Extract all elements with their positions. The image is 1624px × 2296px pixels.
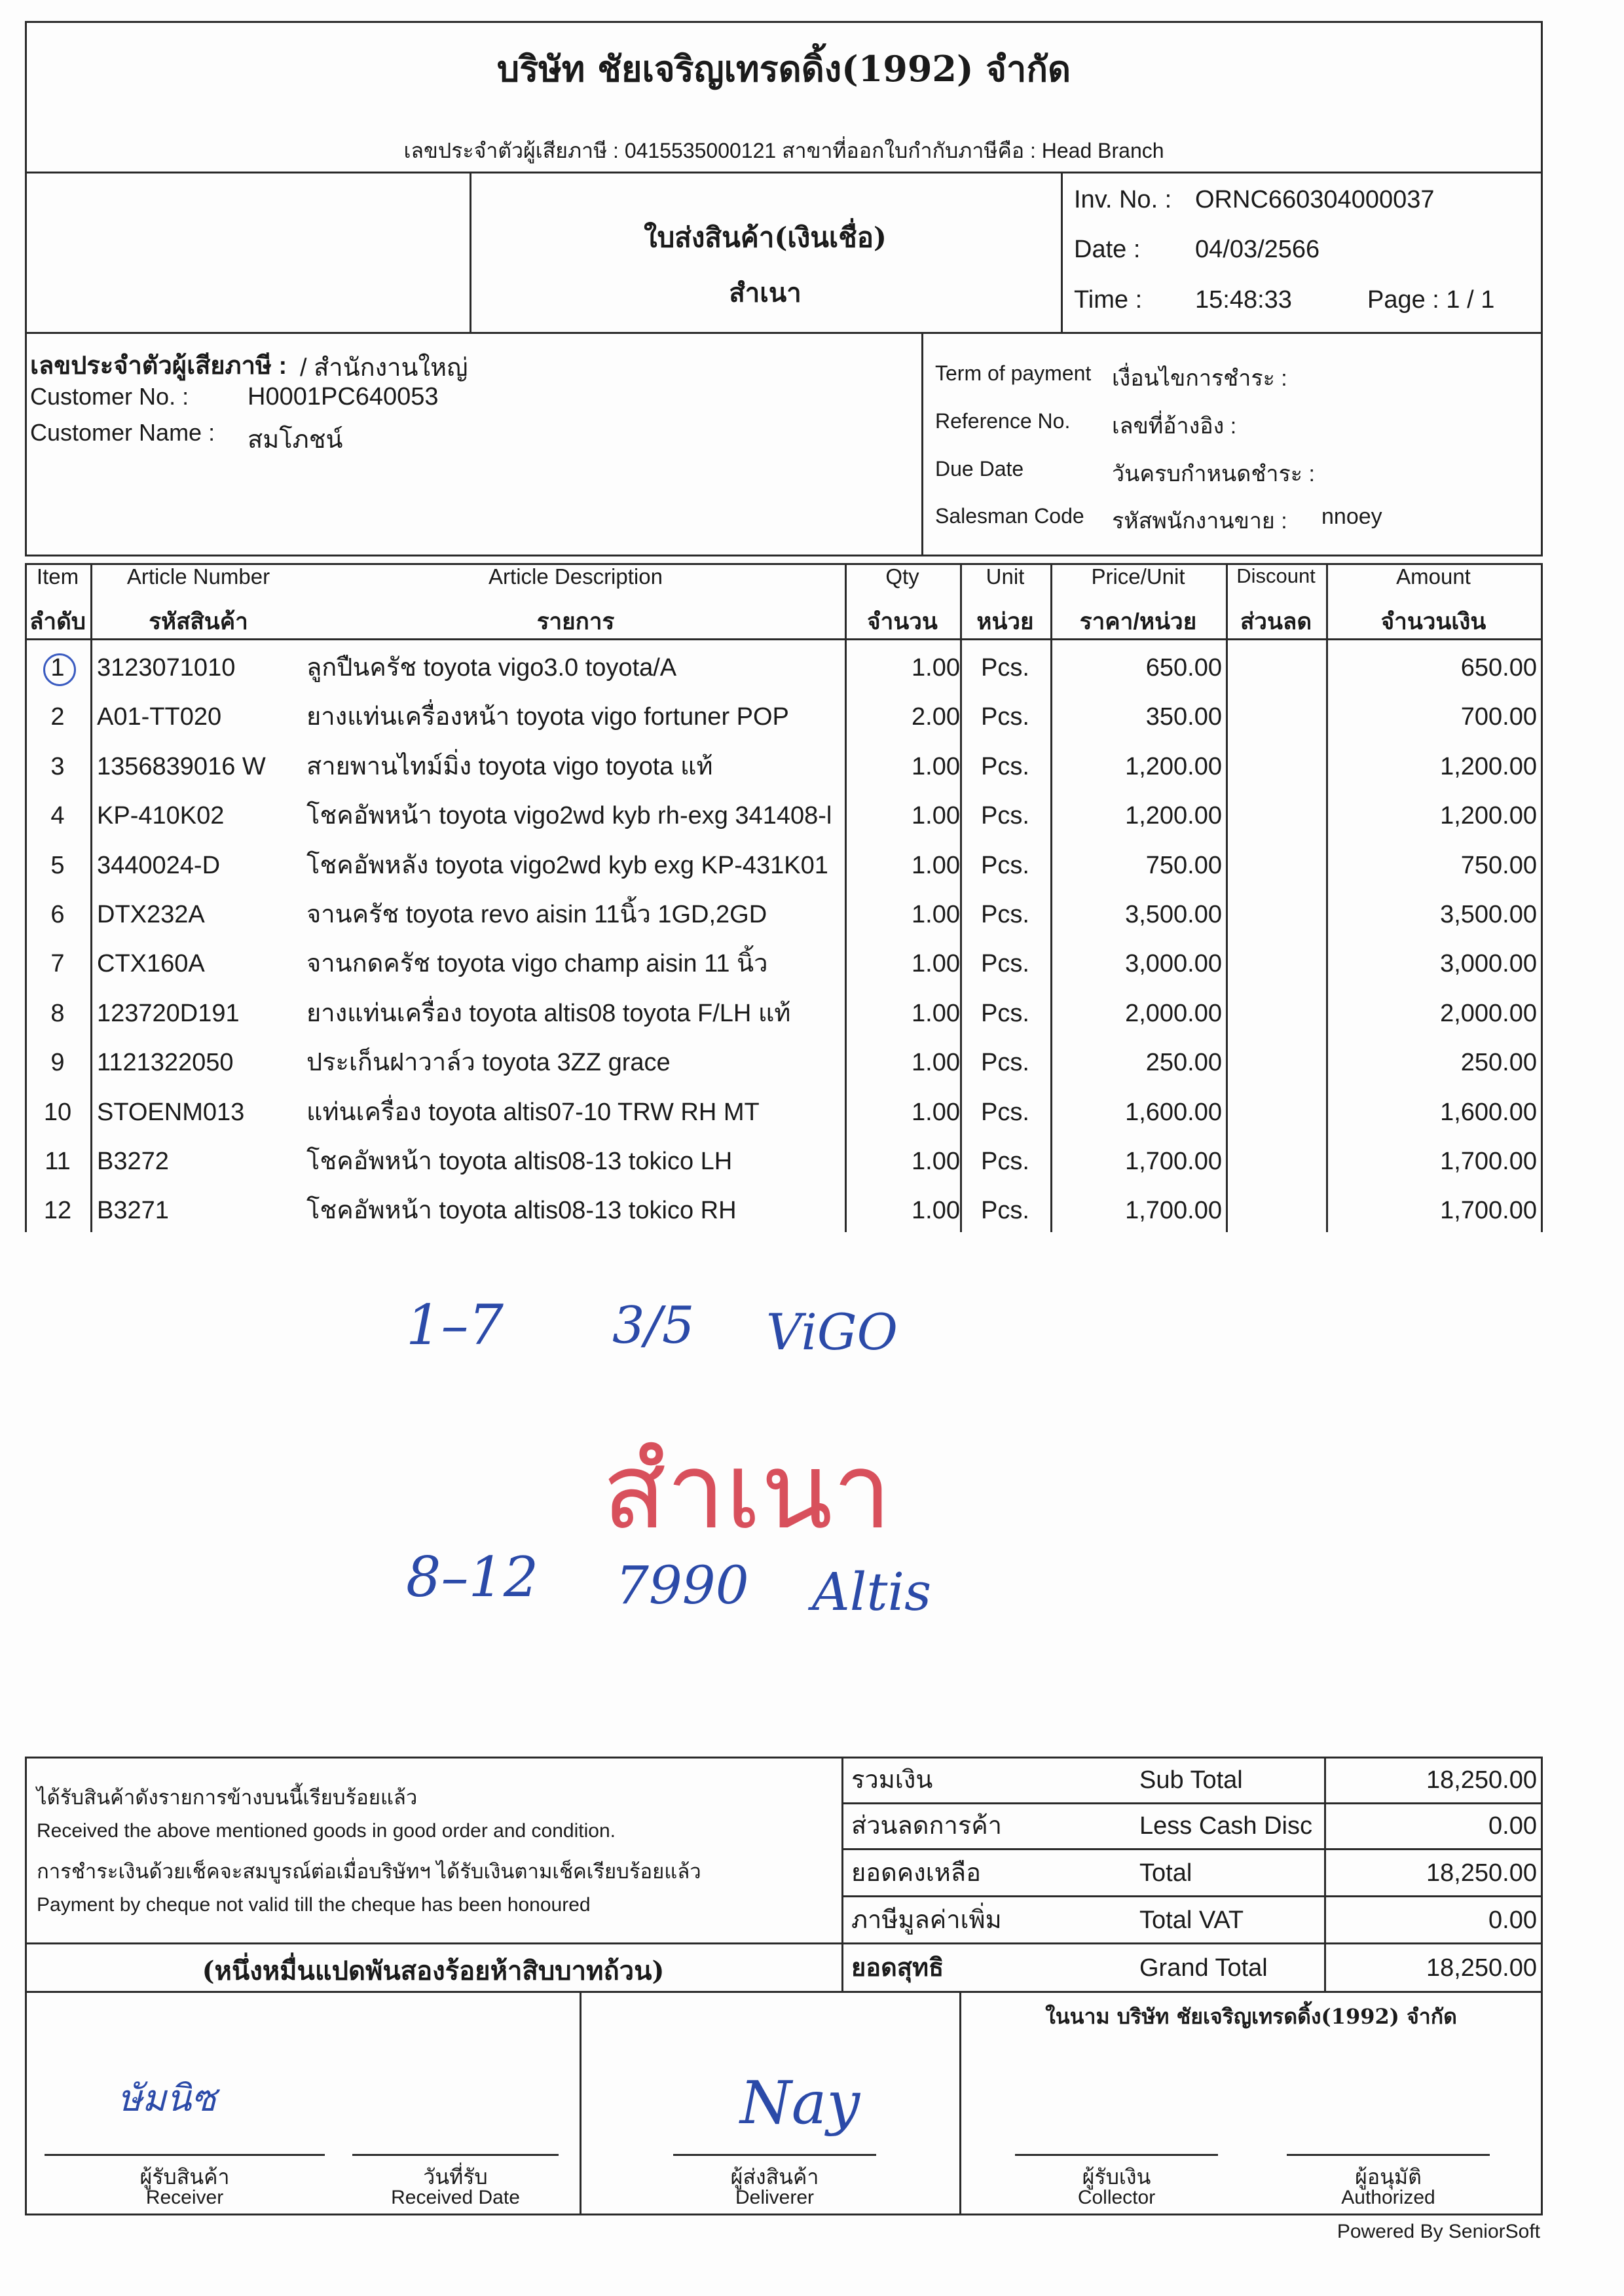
note-cheque-en: Payment by cheque not valid till the cheque has been honoured [37,1894,591,1916]
received-date-en: Received Date [391,2187,520,2208]
row-price: 350.00 [1145,703,1222,731]
row-unit: Pcs. [981,1049,1029,1077]
row-amount: 1,200.00 [1440,802,1537,830]
company-name: บริษัท ชัยเจริญเทรดดิ้ง(1992) จำกัด [496,48,1071,90]
row-qty: 1.00 [912,654,960,682]
row-qty: 1.00 [912,999,960,1027]
row-amount: 650.00 [1460,654,1537,682]
header-code-th: รหัสสินค้า [149,609,248,634]
header-col-divider-b [1061,172,1063,332]
totals-line-1 [841,1802,1543,1804]
row-price: 650.00 [1145,654,1222,682]
header-discount-en: Discount [1236,564,1316,587]
receiver-th: ผู้รับสินค้า [139,2165,230,2189]
powered-by: Powered By SeniorSoft [1337,2221,1540,2242]
row-price: 2,000.00 [1125,999,1222,1027]
summary-words-line [25,1942,1543,1944]
table-row [0,644,1624,693]
authorized-en: Authorized [1341,2187,1435,2208]
row-desc: แท่นเครื่อง toyota altis07-10 TRW RH MT [306,1098,760,1126]
total-label-en: Grand Total [1139,1954,1268,1982]
collector-th: ผู้รับเงิน [1082,2165,1151,2189]
total-label-th: ยอดคงเหลือ [851,1859,981,1887]
total-label-en: Total [1139,1859,1192,1887]
total-value: 18,250.00 [1426,1766,1537,1794]
row-qty: 1.00 [912,802,960,830]
reference-en: Reference No. [935,409,1071,433]
row-price: 3,500.00 [1125,901,1222,928]
row-amount: 1,600.00 [1440,1098,1537,1126]
amount-in-words: (หนึ่งหมื่นแปดพันสองร้อยห้าสิบบาทถ้วน) [202,1956,665,1986]
salesman-en: Salesman Code [935,504,1084,528]
annotation-range-1: 1–7 [406,1293,504,1357]
row-code: KP-410K02 [97,802,225,830]
row-amount: 1,200.00 [1440,752,1537,780]
receiver-en: Receiver [145,2187,224,2208]
reference-th: เลขที่อ้างอิง : [1112,414,1237,439]
row-price: 3,000.00 [1125,950,1222,978]
company-tax-line: เลขประจำตัวผู้เสียภาษี : 0415535000121 สาขาที่ออกใบกำกับภาษีคือ : Head Branch [403,139,1164,162]
total-label-th: ส่วนลดการค้า [851,1812,1002,1840]
row-desc: โชคอัพหน้า toyota vigo2wd kyb rh-exg 341408-l [306,802,832,830]
row-price: 1,200.00 [1125,802,1222,830]
row-item: 7 [50,950,65,978]
deliverer-en: Deliverer [735,2187,815,2208]
row-unit: Pcs. [981,999,1029,1027]
row-code: B3271 [97,1197,169,1225]
time-label: Time : [1074,286,1143,314]
customer-tax-label: เลขประจำตัวผู้เสียภาษี : [30,352,287,380]
row-code: CTX160A [97,950,205,978]
row-unit: Pcs. [981,1098,1029,1126]
row-code: 3123071010 [97,654,236,682]
page-label: Page : 1 / 1 [1367,286,1495,314]
row-code: 1121322050 [97,1049,234,1077]
table-row [0,890,1624,939]
annotation-model-1: ViGO [766,1303,898,1361]
row-desc: โชคอัพหน้า toyota altis08-13 tokico RH [306,1197,737,1225]
row-unit: Pcs. [981,950,1029,978]
annotation-amount-2: 7990 [616,1555,749,1616]
customer-no-label: Customer No. : [30,383,189,410]
header-desc-en: Article Description [489,564,663,589]
on-behalf-label: ในนาม บริษัท ชัยเจริญเทรดดิ้ง(1992) จำกัด [1045,2004,1457,2029]
row-item: 12 [43,1197,72,1225]
totals-line-2 [841,1848,1543,1850]
row-code: 123720D191 [97,999,240,1027]
header-discount-th: ส่วนลด [1240,609,1312,634]
row-amount: 1,700.00 [1440,1148,1537,1175]
total-value: 0.00 [1488,1906,1537,1934]
header-item-th: ลำดับ [29,609,86,634]
row-desc: จานครัช toyota revo aisin 11นิ้ว 1GD,2GD [306,901,767,928]
row-item: 1 [50,654,65,682]
row-unit: Pcs. [981,901,1029,928]
salesman-value: nnoey [1321,504,1382,529]
row-amount: 250.00 [1460,1049,1537,1077]
note-received-en: Received the above mentioned goods in good order and condition. [37,1820,616,1842]
row-price: 250.00 [1145,1049,1222,1077]
doc-copy-label: สำเนา [729,278,802,308]
row-price: 750.00 [1145,851,1222,879]
total-value: 18,250.00 [1426,1954,1537,1982]
received-date-th: วันที่รับ [423,2165,488,2189]
customer-no-value: H0001PC640053 [248,383,439,410]
total-label-th: รวมเงิน [851,1766,933,1794]
header-unit-en: Unit [986,564,1025,589]
row-qty: 1.00 [912,1098,960,1126]
row-price: 1,600.00 [1125,1098,1222,1126]
annotation-model-2: Altis [812,1561,932,1622]
row-unit: Pcs. [981,1148,1029,1175]
header-qty-en: Qty [885,564,919,589]
header-divider-1 [25,172,1543,173]
annotation-range-2: 8–12 [406,1545,539,1609]
header-qty-th: จำนวน [867,609,938,634]
row-qty: 1.00 [912,1049,960,1077]
date-label: Date : [1074,236,1141,263]
row-qty: 1.00 [912,950,960,978]
header-divider-2 [25,332,1543,334]
row-code: DTX232A [97,901,205,928]
total-value: 0.00 [1488,1812,1537,1840]
row-qty: 1.00 [912,851,960,879]
row-unit: Pcs. [981,1197,1029,1225]
customer-terms-divider [921,332,923,556]
note-cheque-th: การชำระเงินด้วยเช็คจะสมบูรณ์ต่อเมื่อบริษัทฯ ได้รับเงินตามเช็คเรียบร้อยแล้ว [37,1860,701,1883]
table-row [0,841,1624,890]
authorized-th: ผู้อนุมัติ [1355,2165,1422,2189]
customer-tax-value: / สำนักงานใหญ่ [300,354,468,382]
customer-name-label: Customer Name : [30,419,215,446]
term-payment-th: เงื่อนไขการชำระ : [1112,366,1287,391]
table-row [0,742,1624,792]
row-code: A01-TT020 [97,703,222,731]
header-amount-th: จำนวนเงิน [1380,609,1486,634]
row-item: 2 [50,703,65,731]
doc-title: ใบส่งสินค้า(เงินเชื่อ) [644,221,887,253]
row-desc: ประเก็นฝาวาล์ว toyota 3ZZ grace [306,1049,671,1077]
row-code: 1356839016 W [97,752,266,780]
row-amount: 750.00 [1460,851,1537,879]
row-item: 11 [45,1148,71,1175]
row-unit: Pcs. [981,752,1029,780]
header-desc-th: รายการ [536,609,615,634]
table-row [0,693,1624,742]
row-desc: โชคอัพหน้า toyota altis08-13 tokico LH [306,1148,733,1175]
total-label-th: ยอดสุทธิ [851,1954,944,1982]
receiver-sign-line [45,2154,325,2156]
row-code: B3272 [97,1148,169,1175]
row-qty: 1.00 [912,752,960,780]
row-desc: จานกดครัช toyota vigo champ aisin 11 นิ้ว [306,950,768,978]
deliverer-sign-line [673,2154,876,2156]
table-row [0,1088,1624,1137]
date-sign-line [352,2154,559,2156]
due-date-en: Due Date [935,457,1024,481]
row-qty: 1.00 [912,1148,960,1175]
header-amount-en: Amount [1396,564,1471,589]
total-label-th: ภาษีมูลค่าเพิ่ม [851,1906,1002,1934]
row-desc: สายพานไทม์มิ่ง toyota vigo toyota แท้ [306,752,713,780]
row-unit: Pcs. [981,654,1029,682]
row-amount: 3,500.00 [1440,901,1537,928]
row-amount: 700.00 [1460,703,1537,731]
row-unit: Pcs. [981,703,1029,731]
row-unit: Pcs. [981,851,1029,879]
row-item: 3 [50,752,65,780]
totals-line-3 [841,1895,1543,1897]
row-item: 4 [50,802,65,830]
receiver-signature: ษัมนิซ [118,2077,217,2120]
header-item-en: Item [36,564,79,589]
row-desc: ลูกปืนครัช toyota vigo3.0 toyota/A [306,654,677,682]
row-qty: 1.00 [912,901,960,928]
row-code: 3440024-D [97,851,221,879]
inv-value: ORNC660304000037 [1195,186,1435,213]
customer-name-value: สมโภชน์ [248,426,343,454]
row-unit: Pcs. [981,802,1029,830]
note-received-th: ได้รับสินค้าดังรายการข้างบนนี้เรียบร้อยแล้ว [37,1786,418,1809]
collector-en: Collector [1077,2187,1156,2208]
row-item: 10 [43,1098,72,1126]
time-value: 15:48:33 [1195,286,1292,314]
sign-divider-1 [580,1991,581,2215]
term-payment-en: Term of payment [935,361,1092,385]
collector-sign-line [1015,2154,1218,2156]
row-item: 5 [50,851,65,879]
header-code-en: Article Number [126,564,270,589]
header-unit-th: หน่วย [976,609,1034,634]
table-row [0,1186,1624,1235]
row-desc: ยางแท่นเครื่องหน้า toyota vigo fortuner POP [306,703,789,731]
table-row [0,792,1624,841]
summary-divider-notes [841,1757,843,1991]
row-item: 8 [50,999,65,1027]
due-date-th: วันครบกำหนดชำระ : [1112,462,1315,486]
row-qty: 2.00 [912,703,960,731]
row-amount: 2,000.00 [1440,999,1537,1027]
row-amount: 3,000.00 [1440,950,1537,978]
header-price-en: Price/Unit [1091,564,1185,589]
deliverer-th: ผู้ส่งสินค้า [730,2165,819,2189]
table-row [0,1137,1624,1186]
row-qty: 1.00 [912,1197,960,1225]
table-row [0,1038,1624,1087]
date-value: 04/03/2566 [1195,236,1320,263]
row-code: STOENM013 [97,1098,245,1126]
row-item: 6 [50,901,65,928]
row-price: 1,700.00 [1125,1148,1222,1175]
row-price: 1,200.00 [1125,752,1222,780]
row-desc: โชคอัพหลัง toyota vigo2wd kyb exg KP-431K01 [306,851,828,879]
salesman-th: รหัสพนักงานขาย : [1112,509,1287,534]
total-value: 18,250.00 [1426,1859,1537,1887]
total-label-en: Sub Total [1139,1766,1243,1794]
item-1-circle-mark [43,653,76,686]
copy-stamp: สำเนา [602,1430,892,1552]
total-label-en: Total VAT [1139,1906,1244,1934]
deliverer-signature: Nay [740,2069,860,2138]
row-item: 9 [50,1049,65,1077]
header-price-th: ราคา/หน่วย [1079,609,1197,634]
row-desc: ยางแท่นเครื่อง toyota altis08 toyota F/LH แท้ [306,999,791,1027]
row-price: 1,700.00 [1125,1197,1222,1225]
authorized-sign-line [1287,2154,1490,2156]
row-amount: 1,700.00 [1440,1197,1537,1225]
table-row [0,989,1624,1038]
inv-label: Inv. No. : [1074,186,1172,213]
table-row [0,939,1624,989]
total-label-en: Less Cash Disc [1139,1812,1312,1840]
annotation-date-1: 3/5 [612,1296,695,1355]
